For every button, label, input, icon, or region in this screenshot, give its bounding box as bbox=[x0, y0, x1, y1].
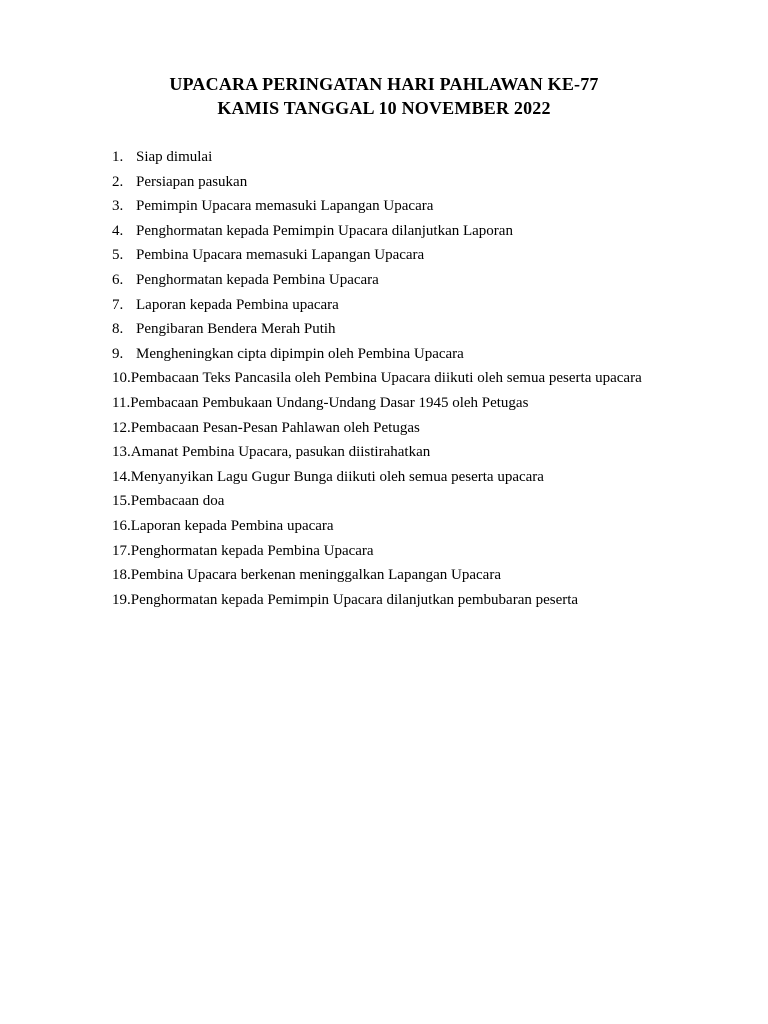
item-number: 1. bbox=[112, 149, 124, 165]
list-item bbox=[112, 268, 692, 293]
list-item bbox=[112, 317, 692, 342]
list-item bbox=[112, 465, 692, 490]
item-number: 8. bbox=[112, 321, 124, 338]
item-number: 14. bbox=[112, 468, 131, 485]
list-item bbox=[112, 243, 692, 268]
list-item bbox=[112, 563, 692, 588]
list-item bbox=[112, 293, 692, 318]
item-text: Pengibaran Bendera Merah Putih bbox=[136, 321, 336, 338]
item-number: 12. bbox=[112, 419, 131, 436]
title-line-1: UPACARA PERINGATAN HARI PAHLAWAN KE-77 bbox=[169, 74, 599, 94]
item-number: 9. bbox=[112, 345, 124, 362]
list-item bbox=[112, 514, 692, 539]
item-number: 7. bbox=[112, 296, 124, 313]
agenda-list bbox=[112, 145, 692, 612]
list-item bbox=[112, 539, 692, 564]
item-text: Penghormatan kepada Pemimpin Upacara dilanjutkan pembubaran peserta bbox=[130, 591, 579, 608]
item-number: 6. bbox=[112, 271, 124, 288]
list-item bbox=[112, 194, 692, 219]
item-text: Pembacaan doa bbox=[130, 493, 225, 510]
item-text: Pembina Upacara berkenan meninggalkan Lapangan Upacara bbox=[130, 567, 501, 584]
item-number: 18. bbox=[112, 567, 131, 584]
title-line-2: KAMIS TANGGAL 10 NOVEMBER 2022 bbox=[217, 98, 551, 118]
item-number: 13. bbox=[112, 444, 131, 461]
item-text: Penghormatan kepada Pembina Upacara bbox=[130, 542, 374, 559]
item-text: Penghormatan kepada Pemimpin Upacara dilanjutkan Laporan bbox=[136, 222, 513, 239]
item-text: Persiapan pasukan bbox=[136, 173, 248, 190]
list-item bbox=[112, 366, 692, 391]
item-text: Pembacaan Teks Pancasila oleh Pembina Upacara diikuti oleh semua peserta upacara bbox=[130, 370, 642, 387]
item-text: Menyanyikan Lagu Gugur Bunga diikuti oleh semua peserta upacara bbox=[130, 468, 544, 485]
item-number: 17. bbox=[112, 542, 131, 559]
item-number: 11. bbox=[112, 394, 131, 411]
item-number: 4. bbox=[112, 222, 124, 239]
item-text: Pemimpin Upacara memasuki Lapangan Upacara bbox=[136, 198, 434, 215]
item-text: Siap dimulai bbox=[136, 149, 213, 165]
item-text: Pembacaan Pembukaan Undang-Undang Dasar 1945 oleh Petugas bbox=[130, 394, 529, 411]
list-item bbox=[112, 440, 692, 465]
item-text: Pembacaan Pesan-Pesan Pahlawan oleh Petugas bbox=[130, 419, 420, 436]
list-item bbox=[112, 145, 692, 170]
list-item bbox=[112, 416, 692, 441]
list-item bbox=[112, 219, 692, 244]
item-text: Pembina Upacara memasuki Lapangan Upacara bbox=[136, 247, 425, 264]
item-number: 16. bbox=[112, 517, 131, 534]
item-text: Amanat Pembina Upacara, pasukan diistirahatkan bbox=[130, 444, 431, 461]
list-item bbox=[112, 588, 692, 613]
list-item bbox=[112, 342, 692, 367]
list-item bbox=[112, 391, 692, 416]
item-number: 2. bbox=[112, 173, 124, 190]
item-text: Penghormatan kepada Pembina Upacara bbox=[136, 271, 379, 288]
item-text: Laporan kepada Pembina upacara bbox=[130, 517, 334, 534]
list-item bbox=[112, 489, 692, 514]
item-number: 5. bbox=[112, 247, 124, 264]
item-number: 3. bbox=[112, 198, 124, 215]
item-number: 10. bbox=[112, 370, 131, 387]
item-text: Laporan kepada Pembina upacara bbox=[136, 296, 339, 313]
item-number: 15. bbox=[112, 493, 131, 510]
document-title bbox=[0, 72, 768, 120]
list-item bbox=[112, 170, 692, 195]
item-text: Mengheningkan cipta dipimpin oleh Pembina Upacara bbox=[136, 345, 464, 362]
item-number: 19. bbox=[112, 591, 131, 608]
